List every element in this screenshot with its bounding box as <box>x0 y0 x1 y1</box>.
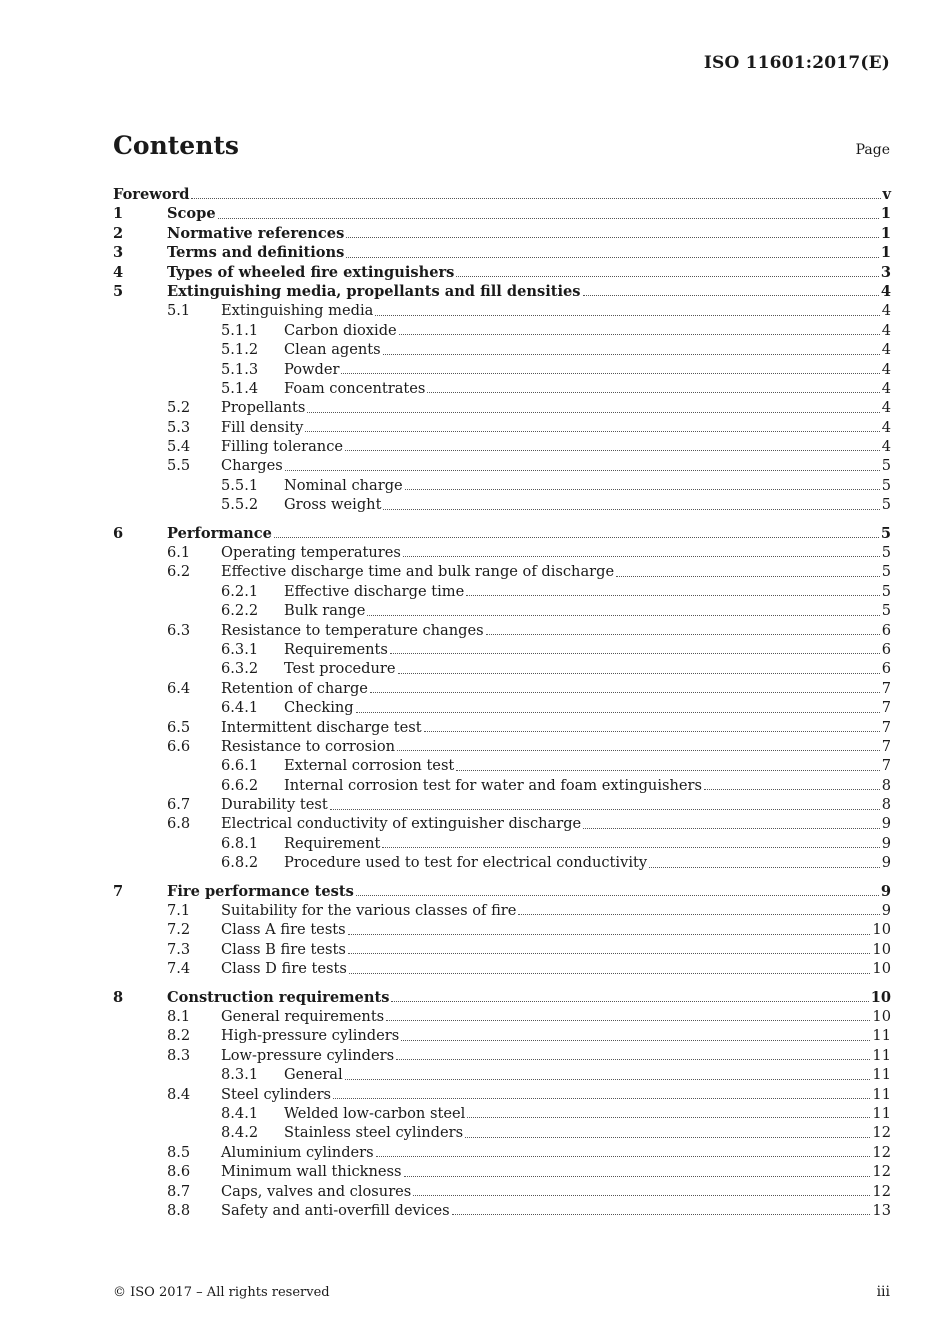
toc-entry-title[interactable]: Extinguishing media <box>221 302 374 320</box>
toc-entry[interactable] <box>113 224 891 243</box>
toc-entry-page[interactable]: 5 <box>881 582 891 600</box>
toc-entry[interactable] <box>113 1065 891 1084</box>
toc-entry[interactable] <box>113 776 891 795</box>
toc-entry-number: 6.6.2 <box>221 776 259 794</box>
toc-entry-title[interactable]: General <box>284 1066 343 1084</box>
toc-entry-page[interactable]: 1 <box>880 224 891 242</box>
dot-leader <box>465 1137 870 1138</box>
toc-entry-title[interactable]: Extinguishing media, propellants and fill densities <box>167 282 581 300</box>
toc-entry-number: 6.4 <box>167 679 191 697</box>
dot-leader <box>191 198 880 199</box>
toc-entry-number: 6.7 <box>167 796 191 814</box>
toc-entry-page[interactable]: 9 <box>881 902 891 920</box>
toc-entry[interactable] <box>113 398 891 417</box>
toc-entry-title[interactable]: Clean agents <box>284 341 381 359</box>
toc-entry[interactable] <box>113 679 891 698</box>
dot-leader <box>330 809 880 810</box>
toc-entry-title[interactable]: Minimum wall thickness <box>221 1163 402 1181</box>
toc-entry-title[interactable]: Suitability for the various classes of fire <box>221 902 517 920</box>
toc-entry-number: 8.7 <box>167 1182 191 1200</box>
toc-entry-title[interactable]: Retention of charge <box>221 679 368 697</box>
toc-entry-title[interactable]: Effective discharge time and bulk range of discharge <box>221 563 615 581</box>
toc-entry-page[interactable]: 4 <box>881 418 891 436</box>
toc-entry[interactable] <box>113 737 891 756</box>
toc-entry-title[interactable]: Operating temperatures <box>221 544 401 562</box>
toc-entry-title[interactable]: Electrical conductivity of extinguisher discharge <box>221 815 582 833</box>
toc-entry[interactable] <box>113 959 891 978</box>
toc-entry-page[interactable]: 10 <box>872 921 891 939</box>
toc-entry-number: 1 <box>113 205 124 223</box>
dot-leader <box>349 973 871 974</box>
toc-entry[interactable] <box>113 562 891 581</box>
toc-entry-title[interactable]: Foreword <box>113 185 190 203</box>
toc-entry-number: 6 <box>113 524 124 542</box>
dot-leader <box>456 276 878 277</box>
toc-entry-title[interactable]: Construction requirements <box>167 988 390 1006</box>
toc-entry-number: 4 <box>113 263 124 281</box>
toc-entry[interactable] <box>113 882 891 901</box>
toc-entry-title[interactable]: Class B fire tests <box>221 940 346 958</box>
dot-leader <box>452 1214 871 1215</box>
dot-leader <box>396 1059 870 1060</box>
toc-entry[interactable] <box>113 815 891 834</box>
toc-entry-title[interactable]: Fire performance tests <box>167 882 354 900</box>
toc-entry-title[interactable]: Steel cylinders <box>221 1085 332 1103</box>
toc-entry-page[interactable]: 5 <box>881 496 891 514</box>
page-title: Contents <box>113 131 240 160</box>
dot-leader <box>399 334 880 335</box>
toc-entry[interactable] <box>113 1007 891 1026</box>
dot-leader <box>466 595 879 596</box>
toc-entry-page[interactable]: 13 <box>872 1201 891 1219</box>
toc-entry-page[interactable]: 4 <box>881 399 891 417</box>
dot-leader <box>383 509 879 510</box>
toc-entry[interactable] <box>113 456 891 475</box>
toc-entry-number: 6.1 <box>167 544 191 562</box>
dot-leader <box>386 1020 870 1021</box>
page-column-label: Page <box>855 142 890 158</box>
dot-leader <box>404 1176 871 1177</box>
toc-entry-page[interactable]: 9 <box>880 882 891 900</box>
toc-entry-number: 6.6.1 <box>221 757 259 775</box>
toc-entry-number: 3 <box>113 244 124 262</box>
toc-entry-page[interactable]: 12 <box>872 1124 891 1142</box>
toc-entry-number: 7.4 <box>167 960 191 978</box>
toc-entry-title[interactable]: Procedure used to test for electrical conductivity <box>284 854 648 872</box>
toc-entry-title[interactable]: Intermittent discharge test <box>221 718 422 736</box>
dot-leader <box>382 847 879 848</box>
toc-entry-number: 8.2 <box>167 1027 191 1045</box>
table-of-contents <box>113 185 891 1220</box>
toc-entry-title[interactable]: Bulk range <box>284 602 366 620</box>
toc-entry-page[interactable]: 8 <box>881 776 891 794</box>
toc-entry-page[interactable]: 5 <box>881 457 891 475</box>
toc-entry-page[interactable]: 11 <box>872 1104 891 1122</box>
toc-entry[interactable] <box>113 1201 891 1220</box>
toc-entry[interactable] <box>113 920 891 939</box>
toc-entry-number: 6.3.1 <box>221 640 259 658</box>
dot-leader <box>218 218 879 219</box>
toc-entry-number: 6.4.1 <box>221 699 259 717</box>
dot-leader <box>704 789 880 790</box>
toc-entry-title[interactable]: Welded low-carbon steel <box>284 1104 466 1122</box>
toc-entry-title[interactable]: Resistance to corrosion <box>221 737 396 755</box>
toc-entry[interactable] <box>113 495 891 514</box>
toc-entry-title[interactable]: Low-pressure cylinders <box>221 1046 395 1064</box>
dot-leader <box>616 576 880 577</box>
toc-entry-title[interactable]: Requirements <box>284 640 388 658</box>
toc-entry-page[interactable]: 1 <box>880 205 891 223</box>
toc-entry-number: 6.3.2 <box>221 660 259 678</box>
toc-entry[interactable] <box>113 1162 891 1181</box>
toc-entry-page[interactable]: 6 <box>881 640 891 658</box>
dot-leader <box>285 470 880 471</box>
toc-entry-title[interactable]: Performance <box>167 524 272 542</box>
toc-entry-title[interactable]: Stainless steel cylinders <box>284 1124 464 1142</box>
dot-leader <box>305 431 879 432</box>
toc-entry-title[interactable]: Gross weight <box>284 496 382 514</box>
toc-entry[interactable] <box>113 698 891 717</box>
toc-entry-page[interactable]: 3 <box>880 263 891 281</box>
toc-entry-page[interactable]: 7 <box>881 737 891 755</box>
dot-leader <box>356 712 880 713</box>
toc-entry-number: 5.1 <box>167 302 191 320</box>
toc-entry-number: 8 <box>113 988 124 1006</box>
toc-entry-page[interactable]: 4 <box>881 302 891 320</box>
toc-entry-page[interactable]: 7 <box>881 699 891 717</box>
toc-entry-title[interactable]: Effective discharge time <box>284 582 465 600</box>
toc-entry[interactable] <box>113 1104 891 1123</box>
toc-entry-number: 5.5.1 <box>221 476 259 494</box>
toc-entry-title[interactable]: Checking <box>284 699 354 717</box>
toc-entry-page[interactable]: 11 <box>872 1027 891 1045</box>
toc-entry-number: 5.1.4 <box>221 379 259 397</box>
toc-entry-number: 7 <box>113 882 124 900</box>
toc-entry-title[interactable]: Test procedure <box>284 660 396 678</box>
toc-entry[interactable] <box>113 988 891 1007</box>
toc-entry-number: 6.8.2 <box>221 854 259 872</box>
toc-entry[interactable] <box>113 282 891 301</box>
toc-entry-title[interactable]: Aluminium cylinders <box>221 1143 374 1161</box>
toc-entry-number: 8.1 <box>167 1008 191 1025</box>
toc-entry[interactable] <box>113 901 891 920</box>
dot-leader <box>375 315 879 316</box>
toc-entry-number: 5.1.3 <box>221 360 259 378</box>
toc-entry[interactable] <box>113 621 891 640</box>
toc-entry-number: 7.1 <box>167 902 191 920</box>
toc-entry[interactable] <box>113 718 891 737</box>
dot-leader <box>413 1195 870 1196</box>
toc-entry-title[interactable]: Class A fire tests <box>221 921 346 939</box>
toc-entry[interactable] <box>113 543 891 562</box>
toc-entry-page[interactable]: 5 <box>881 476 891 494</box>
dot-leader <box>333 1098 870 1099</box>
toc-entry-number: 8.3 <box>167 1046 191 1064</box>
toc-entry-page[interactable]: 4 <box>881 438 891 456</box>
dot-leader <box>424 731 880 732</box>
toc-entry[interactable] <box>113 321 891 340</box>
toc-entry-number: 6.8 <box>167 815 191 833</box>
dot-leader <box>427 392 879 393</box>
dot-leader <box>583 295 879 296</box>
dot-leader <box>348 934 871 935</box>
toc-entry-number: 8.4 <box>167 1085 191 1103</box>
toc-entry[interactable] <box>113 243 891 262</box>
toc-entry[interactable] <box>113 437 891 456</box>
toc-entry-number: 5.3 <box>167 418 191 436</box>
toc-entry-number: 5.2 <box>167 399 191 417</box>
toc-entry-number: 6.2 <box>167 563 191 581</box>
toc-entry-number: 6.3 <box>167 621 191 639</box>
toc-entry-title[interactable]: Charges <box>221 457 283 475</box>
toc-entry-page[interactable]: 7 <box>881 679 891 697</box>
page-number: iii <box>876 1284 890 1300</box>
toc-entry-number: 8.4.1 <box>221 1104 259 1122</box>
toc-entry-number: 8.4.2 <box>221 1124 259 1142</box>
toc-entry-number: 5.4 <box>167 438 191 456</box>
toc-entry-page[interactable]: 6 <box>881 621 891 639</box>
toc-entry[interactable] <box>113 1085 891 1104</box>
dot-leader <box>370 692 880 693</box>
copyright-notice: © ISO 2017 – All rights reserved <box>113 1285 330 1300</box>
toc-entry-title[interactable]: Requirement <box>284 834 381 852</box>
toc-entry-number: 6.5 <box>167 718 191 736</box>
toc-entry[interactable] <box>113 379 891 398</box>
dot-leader <box>397 750 880 751</box>
toc-entry[interactable] <box>113 340 891 359</box>
toc-entry-number: 7.2 <box>167 921 191 939</box>
toc-entry-page[interactable]: 6 <box>881 660 891 678</box>
toc-entry-title[interactable]: Class D fire tests <box>221 960 347 978</box>
toc-entry-title[interactable]: Foam concentrates <box>284 379 426 397</box>
toc-entry-page[interactable]: 10 <box>872 940 891 958</box>
toc-entry-page[interactable]: 11 <box>872 1046 891 1064</box>
dot-leader <box>345 450 880 451</box>
toc-entry-page[interactable]: 8 <box>881 796 891 814</box>
dot-leader <box>391 1001 868 1002</box>
dot-leader <box>486 634 880 635</box>
standard-identifier: ISO 11601:2017(E) <box>703 53 890 73</box>
toc-entry-title[interactable]: Nominal charge <box>284 476 403 494</box>
toc-entry-title[interactable]: Fill density <box>221 418 304 436</box>
toc-entry[interactable] <box>113 204 891 223</box>
dot-leader <box>367 615 879 616</box>
toc-entry-page[interactable]: 10 <box>872 960 891 978</box>
toc-entry-number: 5.5 <box>167 457 191 475</box>
dot-leader <box>346 257 878 258</box>
toc-entry-page[interactable]: 5 <box>880 524 891 542</box>
toc-entry-title[interactable]: Carbon dioxide <box>284 321 397 339</box>
toc-entry-page[interactable]: 9 <box>881 834 891 852</box>
toc-entry[interactable] <box>113 1143 891 1162</box>
toc-entry-title[interactable]: General requirements <box>221 1008 385 1025</box>
toc-entry-page[interactable]: 11 <box>872 1085 891 1103</box>
toc-entry-number: 6.2.2 <box>221 602 259 620</box>
toc-entry-title[interactable]: Normative references <box>167 224 345 242</box>
dot-leader <box>456 770 879 771</box>
toc-entry-page[interactable]: 12 <box>872 1182 891 1200</box>
toc-entry[interactable] <box>113 940 891 959</box>
dot-leader <box>307 412 879 413</box>
toc-entry-number: 5 <box>113 282 124 300</box>
toc-entry[interactable] <box>113 1026 891 1045</box>
toc-entry[interactable] <box>113 1123 891 1142</box>
toc-entry-number: 6.8.1 <box>221 834 259 852</box>
toc-entry[interactable] <box>113 524 891 543</box>
toc-entry-title[interactable]: High-pressure cylinders <box>221 1027 400 1045</box>
toc-entry-title[interactable]: Scope <box>167 205 216 223</box>
toc-entry-page[interactable]: 4 <box>880 282 891 300</box>
toc-entry[interactable] <box>113 301 891 320</box>
toc-entry-number: 5.1.1 <box>221 321 259 339</box>
toc-entry[interactable] <box>113 659 891 678</box>
toc-entry-page[interactable]: 7 <box>881 757 891 775</box>
toc-entry-title[interactable]: Internal corrosion test for water and foam extinguishers <box>284 776 702 794</box>
toc-entry-page[interactable]: 11 <box>872 1066 891 1084</box>
toc-entry[interactable] <box>113 795 891 814</box>
toc-entry-title[interactable]: Safety and anti-overfill devices <box>221 1201 450 1219</box>
toc-entry-page[interactable]: 1 <box>880 244 891 262</box>
toc-entry-page[interactable]: 4 <box>881 341 891 359</box>
toc-entry[interactable] <box>113 1046 891 1065</box>
dot-leader <box>649 867 880 868</box>
dot-leader <box>383 354 880 355</box>
toc-entry[interactable] <box>113 640 891 659</box>
toc-entry-title[interactable]: Durability test <box>221 796 328 814</box>
dot-leader <box>345 1079 871 1080</box>
toc-entry-page[interactable]: 10 <box>872 1008 891 1025</box>
toc-entry-title[interactable]: Powder <box>284 360 340 378</box>
toc-entry-page[interactable]: 4 <box>881 379 891 397</box>
toc-entry-page[interactable]: 9 <box>881 854 891 872</box>
toc-entry-number: 5.1.2 <box>221 341 259 359</box>
toc-entry-number: 8.8 <box>167 1201 191 1219</box>
toc-entry-number: 8.6 <box>167 1163 191 1181</box>
toc-entry-number: 8.5 <box>167 1143 191 1161</box>
toc-entry-title[interactable]: Resistance to temperature changes <box>221 621 484 639</box>
toc-entry-number: 6.2.1 <box>221 582 259 600</box>
toc-entry-title[interactable]: Propellants <box>221 399 306 417</box>
toc-entry-title[interactable]: Terms and definitions <box>167 244 345 262</box>
toc-entry-number: 5.5.2 <box>221 496 259 514</box>
toc-entry-page[interactable]: 5 <box>881 602 891 620</box>
toc-entry-number: 7.3 <box>167 940 191 958</box>
toc-entry-title[interactable]: Types of wheeled fire extinguishers <box>167 263 455 281</box>
toc-entry[interactable] <box>113 476 891 495</box>
toc-entry-title[interactable]: External corrosion test <box>284 757 455 775</box>
toc-entry-number: 8.3.1 <box>221 1066 259 1084</box>
dot-leader <box>346 237 879 238</box>
dot-leader <box>583 828 880 829</box>
dot-leader <box>348 953 871 954</box>
toc-entry-title[interactable]: Filling tolerance <box>221 438 344 456</box>
toc-entry[interactable] <box>113 853 891 872</box>
toc-entry-number: 6.6 <box>167 737 191 755</box>
toc-entry[interactable] <box>113 263 891 282</box>
toc-entry-page[interactable]: 12 <box>872 1163 891 1181</box>
toc-entry-number: 2 <box>113 224 124 242</box>
dot-leader <box>398 673 880 674</box>
toc-entry[interactable] <box>113 1182 891 1201</box>
dot-leader <box>390 653 880 654</box>
toc-entry[interactable] <box>113 756 891 775</box>
dot-leader <box>341 373 879 374</box>
dot-leader <box>376 1156 871 1157</box>
dot-leader <box>356 895 879 896</box>
toc-entry-title[interactable]: Caps, valves and closures <box>221 1182 412 1200</box>
toc-entry-page[interactable]: 5 <box>881 544 891 562</box>
dot-leader <box>401 1040 870 1041</box>
toc-entry-page[interactable]: 9 <box>881 815 891 833</box>
toc-entry-page[interactable]: 5 <box>881 563 891 581</box>
toc-entry-page[interactable]: v <box>882 185 891 203</box>
toc-entry[interactable] <box>113 834 891 853</box>
dot-leader <box>405 489 880 490</box>
toc-entry-page[interactable]: 10 <box>870 988 891 1006</box>
dot-leader <box>467 1117 870 1118</box>
dot-leader <box>403 556 880 557</box>
dot-leader <box>274 537 879 538</box>
toc-entry[interactable] <box>113 418 891 437</box>
toc-entry-page[interactable]: 7 <box>881 718 891 736</box>
toc-entry-page[interactable]: 4 <box>881 360 891 378</box>
toc-entry[interactable] <box>113 360 891 379</box>
toc-entry[interactable] <box>113 582 891 601</box>
toc-entry[interactable] <box>113 601 891 620</box>
toc-entry-page[interactable]: 12 <box>872 1143 891 1161</box>
dot-leader <box>518 914 879 915</box>
toc-entry-page[interactable]: 4 <box>881 321 891 339</box>
toc-entry[interactable] <box>113 185 891 204</box>
